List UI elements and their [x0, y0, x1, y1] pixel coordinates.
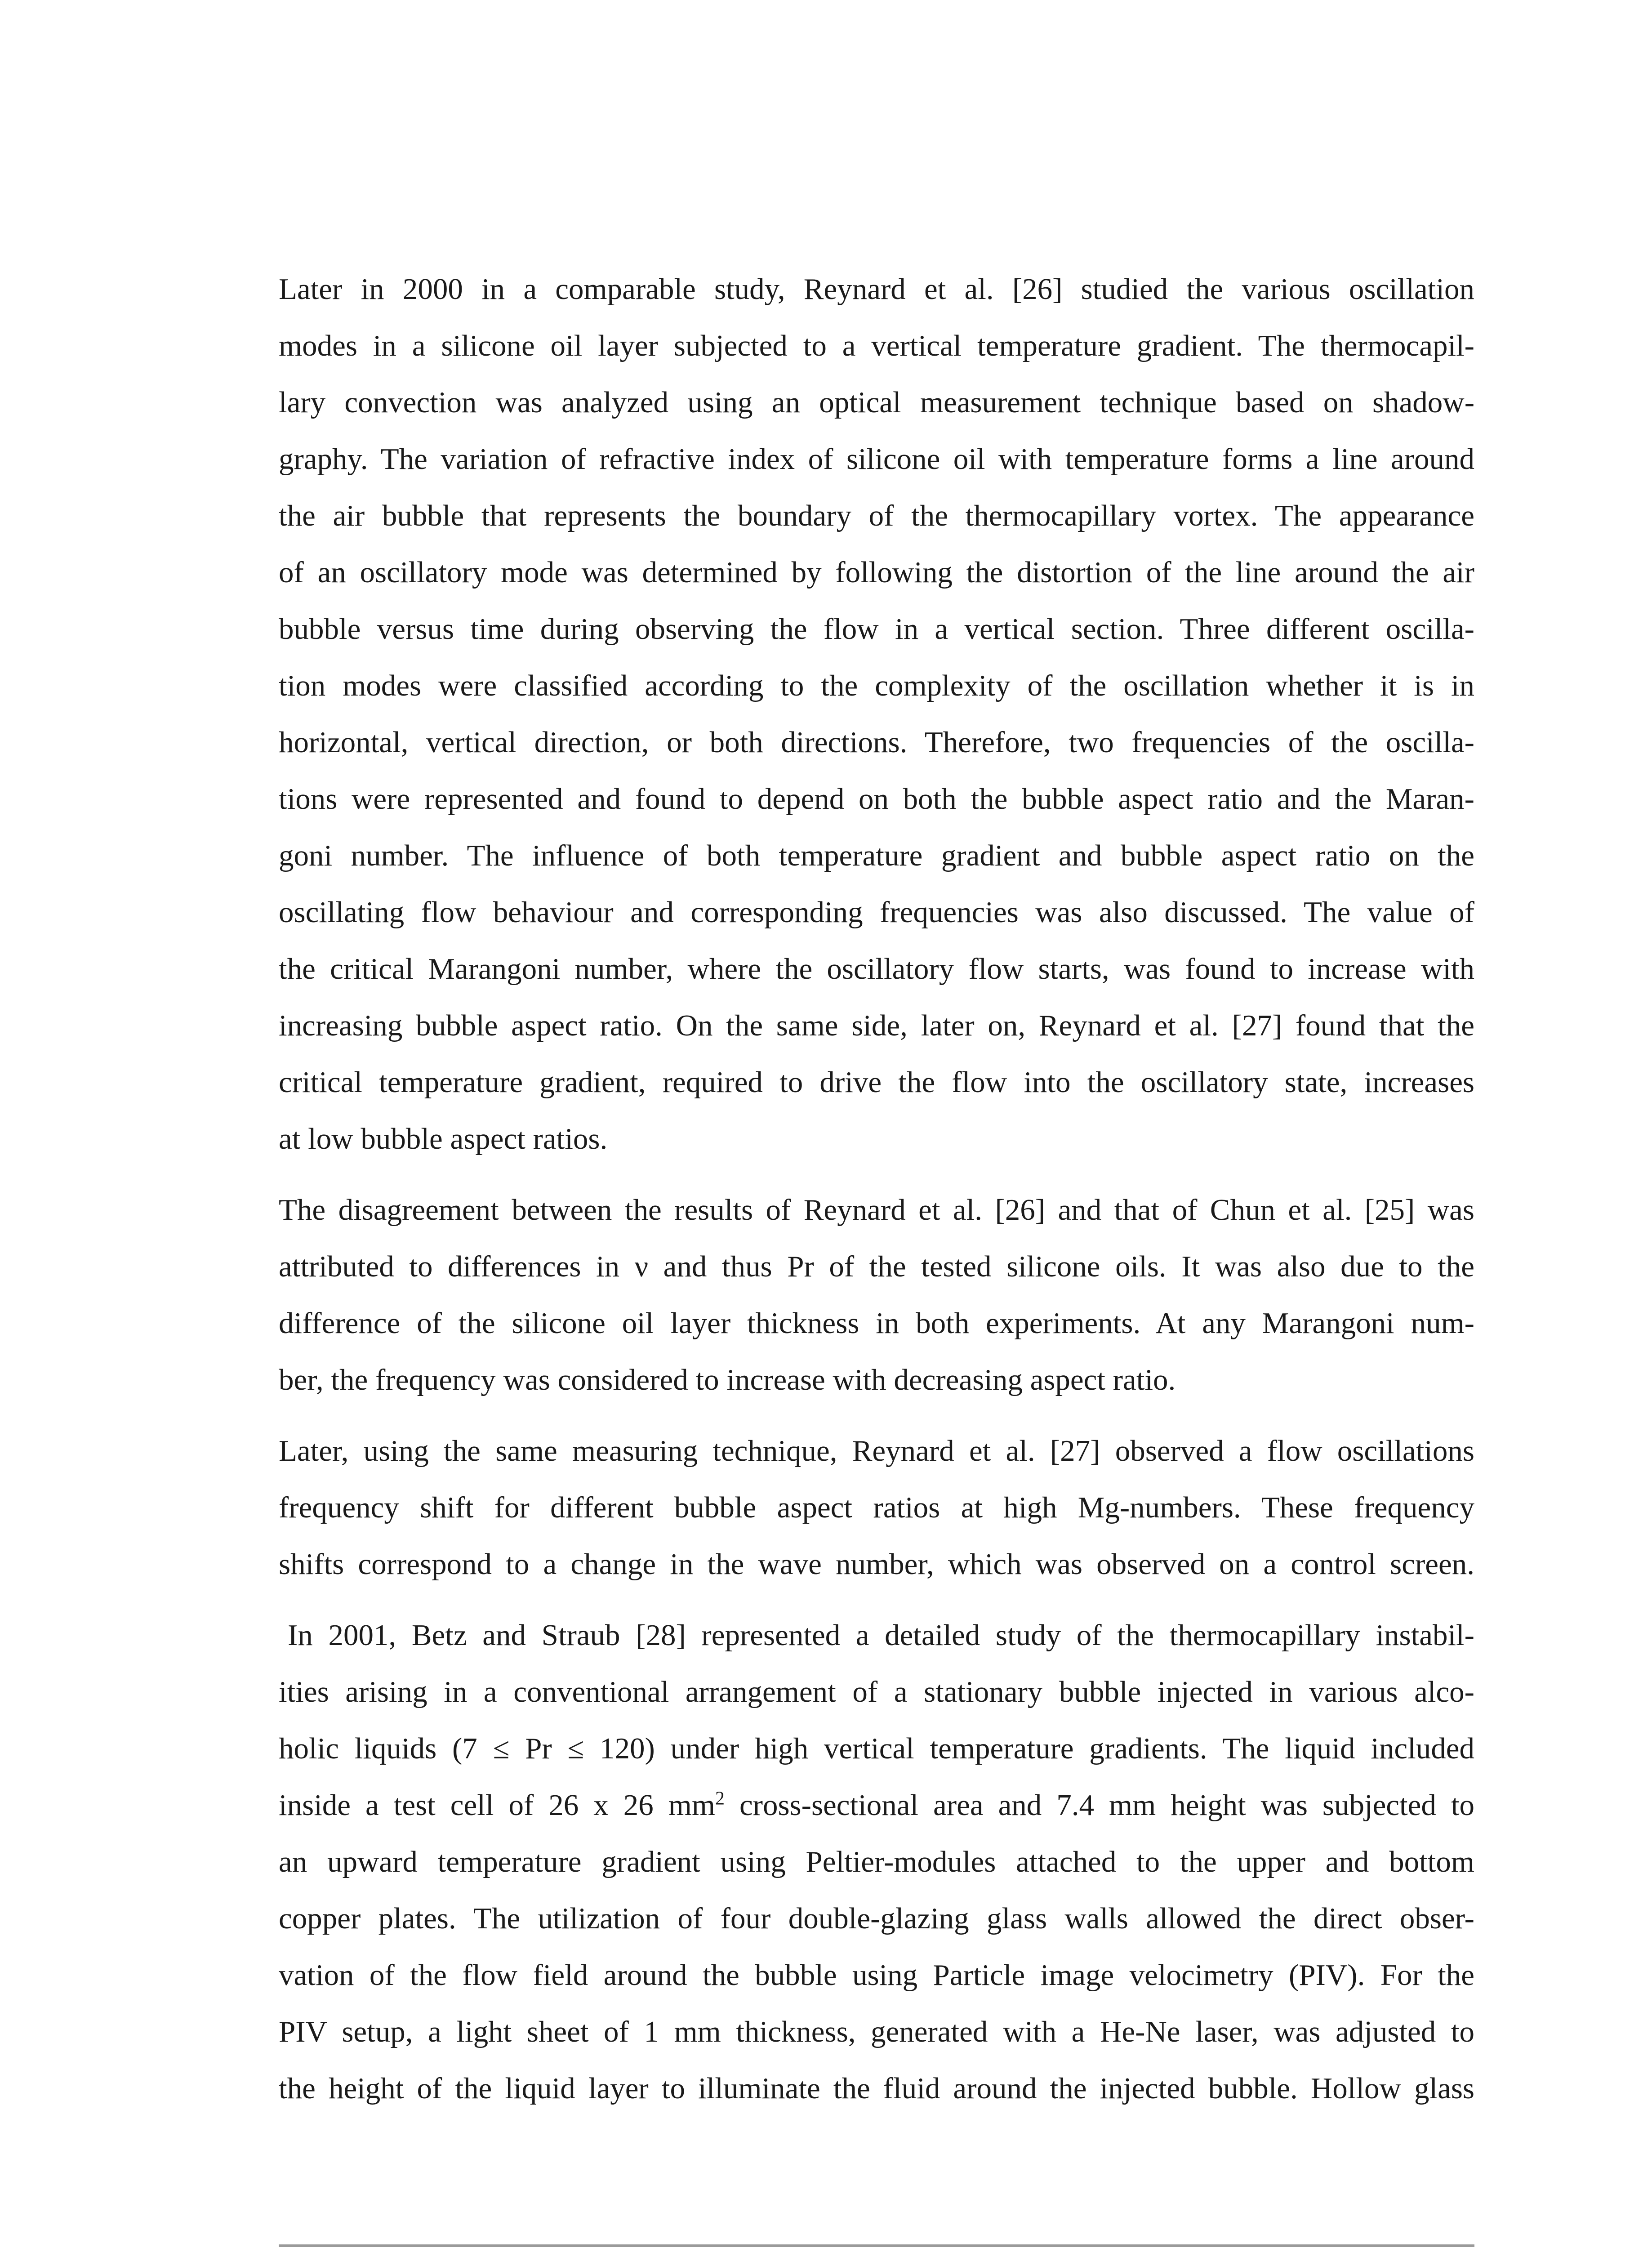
text-line: tion modes were classified according to the complexity of the oscillation whether it is in	[279, 669, 1474, 702]
text-line: holic liquids (7 ≤ Pr ≤ 120) under high vertical temperature gradients. The liquid included	[279, 1732, 1474, 1765]
text-line: lary convection was analyzed using an optical measurement technique based on shadow-	[279, 386, 1474, 419]
text-line: the height of the liquid layer to illuminate the fluid around the injected bubble. Hollow glass	[279, 2072, 1474, 2105]
text-run: In 2001, Betz and Straub [28] represented a detailed study of the thermocapillary instabil-	[288, 1619, 1474, 1652]
superscript: 2	[715, 1788, 725, 1809]
paragraph-4	[279, 1607, 1474, 2117]
text-line: Later, using the same measuring technique, Reynard et al. [27] observed a flow oscillations	[279, 1434, 1474, 1467]
text-line: goni number. The influence of both temperature gradient and bubble aspect ratio on the	[279, 839, 1474, 872]
text-line: oscillating flow behaviour and corresponding frequencies was also discussed. The value of	[279, 896, 1474, 929]
text-line: PIV setup, a light sheet of 1 mm thickness, generated with a He-Ne laser, was adjusted to	[279, 2015, 1474, 2048]
paragraph-2	[279, 1182, 1474, 1408]
text-line: the critical Marangoni number, where the oscillatory flow starts, was found to increase with	[279, 952, 1474, 986]
text-line: bubble versus time during observing the flow in a vertical section. Three different oscilla-	[279, 612, 1474, 646]
text-line: shifts correspond to a change in the wave number, which was observed on a control screen.	[279, 1548, 1474, 1581]
text-line: difference of the silicone oil layer thickness in both experiments. At any Marangoni num-	[279, 1307, 1474, 1340]
text-line: attributed to differences in ν and thus Pr of the tested silicone oils. It was also due to the	[279, 1250, 1474, 1283]
text-line: at low bubble aspect ratios.	[279, 1122, 608, 1155]
text-line: modes in a silicone oil layer subjected to a vertical temperature gradient. The thermocapil-	[279, 329, 1474, 362]
text-line: ber, the frequency was considered to increase with decreasing aspect ratio.	[279, 1363, 1176, 1396]
text-line: graphy. The variation of refractive index of silicone oil with temperature forms a line around	[279, 442, 1474, 476]
text-line: of an oscillatory mode was determined by following the distortion of the line around the air	[279, 556, 1474, 589]
text-line: copper plates. The utilization of four double-glazing glass walls allowed the direct obser-	[279, 1902, 1474, 1935]
paragraph-1	[279, 261, 1474, 1167]
text-line: Later in 2000 in a comparable study, Reynard et al. [26] studied the various oscillation	[279, 272, 1474, 306]
text-run: inside a test cell of 26 x 26 mm	[279, 1789, 715, 1822]
text-line: tions were represented and found to depend on both the bubble aspect ratio and the Maran-	[279, 782, 1474, 816]
text-line: horizontal, vertical direction, or both directions. Therefore, two frequencies of the oscilla-	[279, 726, 1474, 759]
footer-divider	[279, 2244, 1474, 2247]
text-line: critical temperature gradient, required to drive the flow into the oscillatory state, increases	[279, 1066, 1474, 1099]
text-line: The disagreement between the results of Reynard et al. [26] and that of Chun et al. [25] was	[279, 1193, 1474, 1227]
body-text	[279, 261, 1474, 2131]
text-line: increasing bubble aspect ratio. On the same side, later on, Reynard et al. [27] found that the	[279, 1009, 1474, 1042]
text-line	[279, 1777, 1474, 1833]
text-line: the air bubble that represents the boundary of the thermocapillary vortex. The appearance	[279, 499, 1474, 532]
text-line: vation of the flow field around the bubble using Particle image velocimetry (PIV). For the	[279, 1958, 1474, 1992]
text-line: an upward temperature gradient using Peltier-modules attached to the upper and bottom	[279, 1845, 1474, 1878]
paragraph-3	[279, 1423, 1474, 1592]
text-run: cross-sectional area and 7.4 mm height was subjected to	[724, 1789, 1474, 1822]
text-line: frequency shift for different bubble aspect ratios at high Mg-numbers. These frequency	[279, 1491, 1474, 1524]
text-line: ities arising in a conventional arrangement of a stationary bubble injected in various alco-	[279, 1675, 1474, 1708]
text-line	[279, 1607, 1474, 1664]
